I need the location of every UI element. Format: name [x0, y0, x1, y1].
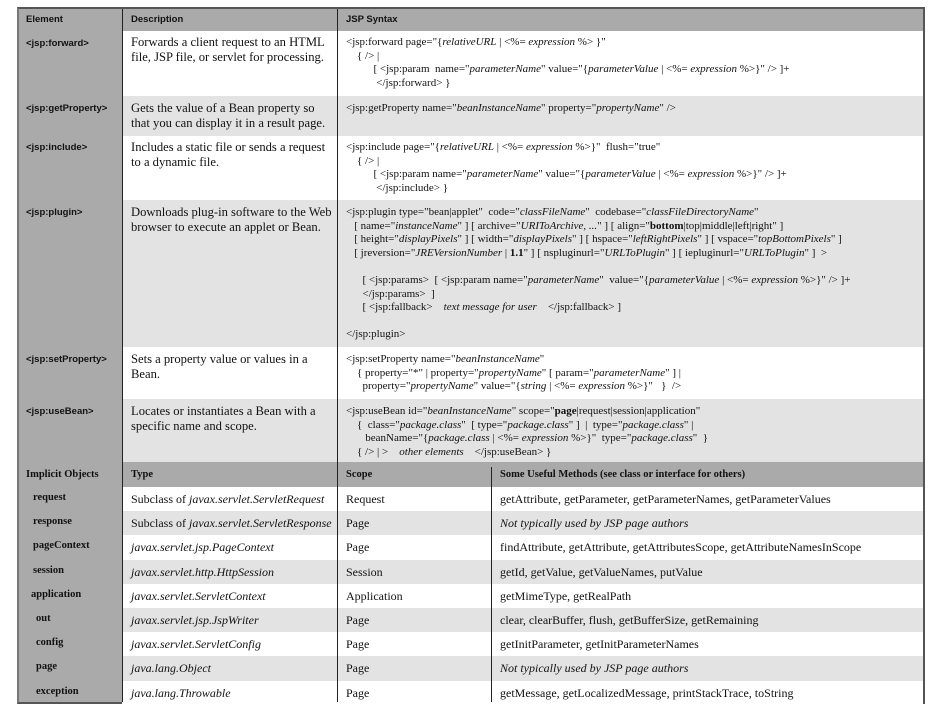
element-description: Gets the value of a Bean property so that you can display it in a result page.	[131, 101, 326, 130]
object-name: response	[33, 516, 72, 528]
syntax-include: <jsp:include page="{relativeURL | <%= expression %>}" flush="true" { /> | [ <jsp:param name="parameterName" value="{parameterValue | <%= expression %>}" /> ]+ </jsp:include> }	[346, 141, 787, 194]
element-description: Includes a static file or sends a request to a dynamic file.	[131, 140, 326, 169]
object-scope: Application	[346, 588, 403, 603]
header-type: Type	[131, 469, 153, 480]
object-type: Subclass of javax.servlet.ServletRequest	[131, 492, 325, 506]
object-type: javax.servlet.jsp.JspWriter	[131, 613, 259, 627]
syntax-setproperty: <jsp:setProperty name="beanInstanceName" { property="*" | property="propertyName" [ param="parameterName" ] | property="propertyName" value="{string | <%= expression %>}" } />	[346, 353, 682, 393]
element-name: <jsp:include>	[26, 142, 88, 153]
object-name: pageContext	[33, 540, 90, 552]
element-name: <jsp:forward>	[26, 38, 89, 49]
element-name: <jsp:useBean>	[26, 406, 94, 417]
element-description: Forwards a client request to an HTML file, JSP file, or servlet for processing.	[131, 35, 325, 64]
object-scope: Request	[346, 492, 385, 506]
header-description: Description	[131, 14, 184, 25]
rule-v1	[122, 9, 123, 462]
syntax-getproperty: <jsp:getProperty name="beanInstanceName" property="propertyName" />	[346, 102, 676, 114]
object-name: out	[36, 613, 51, 624]
object-name: exception	[36, 685, 79, 697]
object-name: page	[36, 661, 57, 673]
header-implicit-objects: Implicit Objects	[26, 469, 99, 480]
element-description: Sets a property value or values in a Bean.	[131, 352, 308, 381]
element-name: <jsp:getProperty>	[26, 103, 108, 114]
element-name: <jsp:setProperty>	[26, 354, 107, 365]
element-description: Locates or instantiates a Bean with a specific name and scope.	[131, 404, 316, 433]
header-jsp-syntax: JSP Syntax	[346, 14, 398, 25]
header-scope: Scope	[346, 469, 373, 480]
object-type: java.lang.Throwable	[131, 685, 231, 700]
object-type: javax.servlet.jsp.PageContext	[131, 540, 274, 555]
syntax-plugin: <jsp:plugin type="bean|applet" code="classFileName" codebase="classFileDirectoryName" [ name="instanceName" ] [ archive="URIToArchive, ..." ] [ align="bottom|top|middle|left|right" ] [ height="displayPixels" ] [ width="displayPixels" ] [ hspace="leftRightPixels" ] [ vspace="topBottomPixels" ] [ jreversion="JREVersionNumber | 1.1" ] [ nspluginurl="URLToPlugin" ] [ iepluginurl="URLToPlugin" ] > [ <jsp:params> [ <jsp:param name="parameterName" value="{parameterValue | <%= expression %>}" /> ]+ </jsp:params> ] [ <jsp:fallback> text message for user </jsp:fallback> ] </jsp:plugin>	[346, 206, 851, 341]
object-scope: Page	[346, 516, 370, 531]
header-element: Element	[26, 14, 63, 25]
object-scope: Session	[346, 564, 383, 579]
object-methods: getInitParameter, getInitParameterNames	[500, 637, 699, 652]
jsp-reference-card	[17, 7, 925, 704]
syntax-forward: <jsp:forward page="{relativeURL | <%= expression %> }" { /> | [ <jsp:param name="parameterName" value="{parameterValue | <%= expression %>}" /> ]+ </jsp:forward> }	[346, 36, 790, 89]
object-methods: getId, getValue, getValueNames, putValue	[500, 564, 703, 579]
implicit-header-row	[19, 462, 923, 487]
object-type: javax.servlet.http.HttpSession	[131, 564, 274, 579]
header-methods: Some Useful Methods (see class or interface for others)	[500, 469, 746, 480]
object-type: Subclass of javax.servlet.ServletResponse	[131, 516, 332, 531]
object-name: config	[36, 637, 64, 649]
object-scope: Page	[346, 540, 370, 555]
object-type: javax.servlet.ServletConfig	[131, 637, 261, 652]
rule-v5	[491, 467, 492, 702]
rule-v3	[122, 462, 123, 702]
object-type: javax.servlet.ServletContext	[131, 588, 266, 603]
object-name: application	[31, 588, 82, 600]
object-name: request	[33, 492, 67, 503]
object-methods: clear, clearBuffer, flush, getBufferSize, getRemaining	[500, 613, 759, 627]
syntax-usebean: <jsp:useBean id="beanInstanceName" scope="page|request|session|application" { class="package.class" [ type="package.class" ] | type="package.class" | beanName="{package.class | <%= expression %>}" type="package.class" } { /> | > other elements </jsp:useBean> }	[346, 405, 709, 458]
object-scope: Page	[346, 685, 370, 700]
element-name: <jsp:plugin>	[26, 207, 83, 218]
object-methods: findAttribute, getAttribute, getAttributesScope, getAttributeNamesInScope	[500, 540, 862, 555]
object-methods: Not typically used by JSP page authors	[500, 516, 689, 531]
object-name: session	[33, 564, 64, 576]
object-scope: Page	[346, 637, 370, 652]
element-column	[19, 31, 122, 462]
object-methods: getMessage, getLocalizedMessage, printStackTrace, toString	[500, 685, 794, 700]
object-scope: Page	[346, 613, 370, 627]
rule-v2	[337, 9, 338, 462]
rule-v4	[337, 462, 338, 702]
object-methods: getMimeType, getRealPath	[500, 588, 632, 603]
object-methods: Not typically used by JSP page authors	[500, 661, 689, 676]
object-scope: Page	[346, 661, 370, 676]
object-methods: getAttribute, getParameter, getParameterNames, getParameterValues	[500, 492, 831, 506]
object-type: java.lang.Object	[131, 661, 211, 676]
element-description: Downloads plug-in software to the Web browser to execute an applet or Bean.	[131, 205, 332, 234]
